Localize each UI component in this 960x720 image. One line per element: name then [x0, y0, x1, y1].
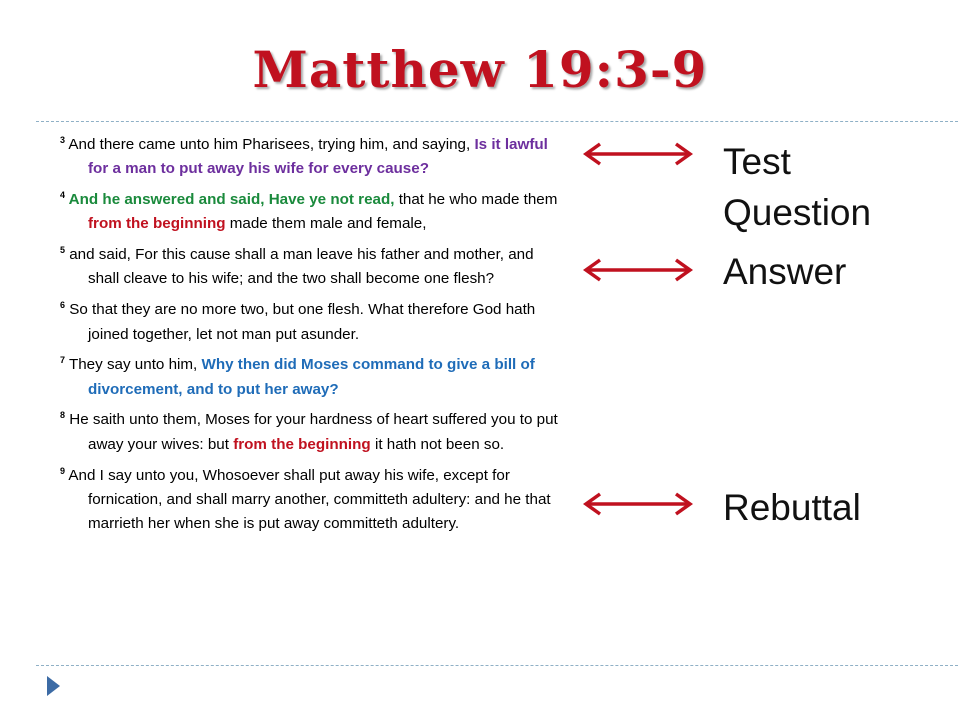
verse-text: And I say unto you, Whosoever shall put away his wife, except for fornication, and shall marry another, committeth adultery: and he that marrieth her when she is put away committeth adultery. — [65, 466, 551, 533]
double-headed-arrow-icon — [578, 140, 698, 168]
verse-text: made them male and female, — [225, 215, 427, 233]
verse-number: 9 — [60, 465, 66, 476]
label-test: Test — [723, 141, 791, 182]
verse-text: and said, For this cause shall a man leave his father and mother, and shall cleave to his wife; and the two shall become one flesh? — [65, 246, 534, 288]
verse-text: that he who made them — [394, 191, 558, 209]
label-question: Question — [723, 192, 872, 233]
verse-5 — [60, 243, 560, 292]
verse-highlight-red: from the beginning — [233, 435, 371, 453]
bottom-divider — [36, 665, 960, 666]
verse-text: it hath not been so. — [370, 435, 505, 453]
top-divider — [36, 121, 960, 122]
verse-number: 5 — [60, 245, 66, 256]
verse-highlight-red: from the beginning — [88, 215, 226, 233]
verse-number: 7 — [60, 355, 66, 366]
verse-highlight-green: And he answered and said, Have ye not read, — [65, 191, 395, 209]
verse-text: So that they are no more two, but one flesh. What therefore God hath joined together, let not man put asunder. — [65, 301, 536, 343]
verse-text: They say unto him, — [65, 356, 202, 374]
verse-text: He saith unto them, Moses for your hardness of heart suffered you to put away your wives: but — [65, 411, 558, 453]
verse-4 — [60, 188, 560, 237]
verse-highlight-purple: Is it lawful for a man to put away his wife for every cause? — [88, 136, 548, 178]
verse-6 — [60, 298, 560, 347]
verse-8 — [60, 408, 560, 457]
verse-3 — [60, 133, 560, 182]
verse-number: 8 — [60, 410, 66, 421]
verse-number: 3 — [60, 134, 66, 145]
double-headed-arrow-icon — [578, 490, 698, 518]
double-headed-arrow-icon — [578, 256, 698, 284]
triangle-bullet-icon — [47, 676, 60, 696]
verse-7 — [60, 353, 560, 402]
slide-title: Matthew 19:3-9 — [252, 40, 708, 99]
label-rebuttal: Rebuttal — [723, 487, 861, 528]
verse-9 — [60, 464, 560, 537]
verse-number: 4 — [60, 190, 66, 201]
verse-text: And there came unto him Pharisees, trying him, and saying, — [65, 136, 475, 153]
verse-number: 6 — [60, 300, 66, 311]
label-answer: Answer — [723, 251, 847, 292]
verse-highlight-blue: Why then did Moses command to give a bill of divorcement, and to put her away? — [88, 356, 535, 398]
verse-list — [60, 133, 560, 543]
